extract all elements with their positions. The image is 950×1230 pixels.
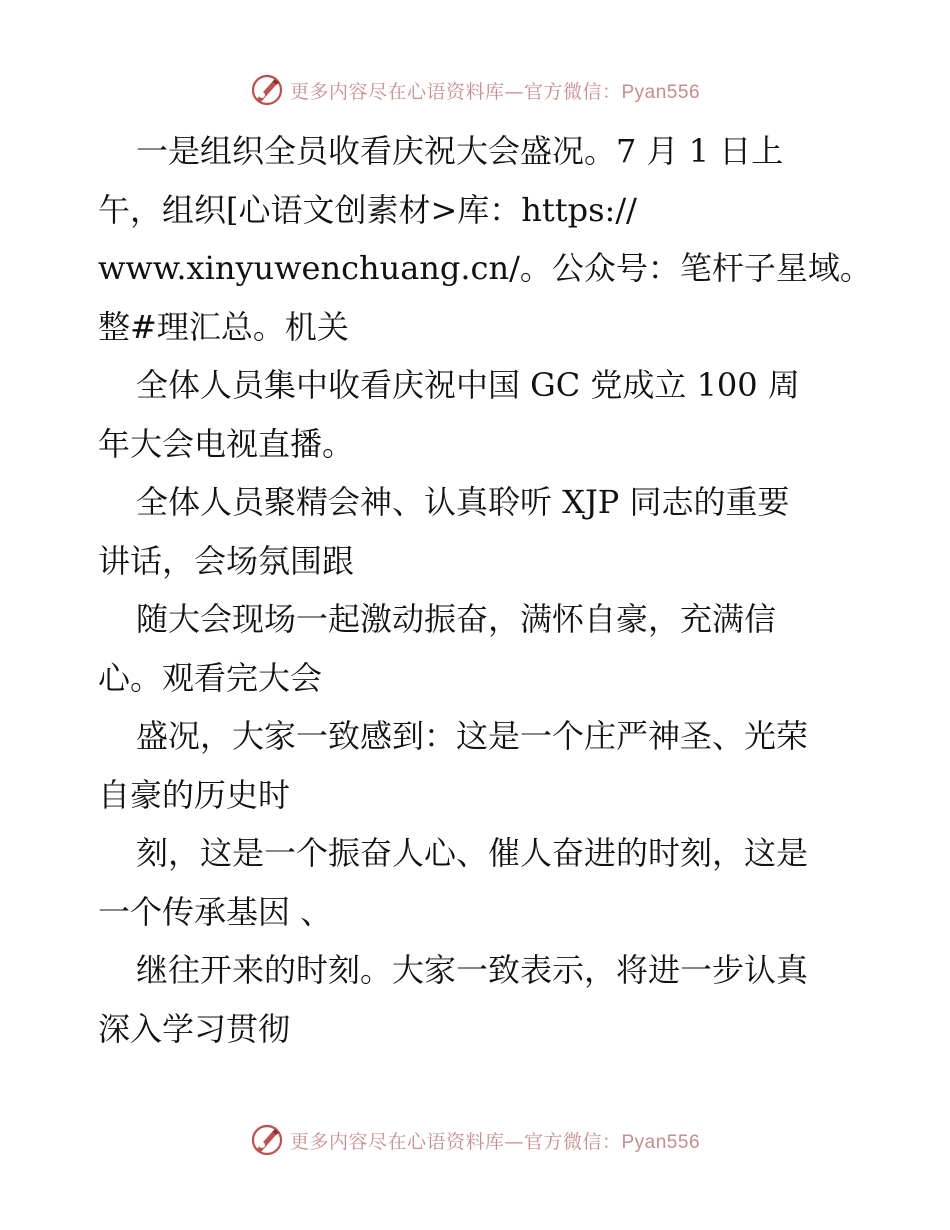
header-banner [0,70,950,110]
text-line: 随大会现场一起激动振奋，满怀自豪，充满信 [136,600,777,638]
header-wechat-id: Pyan556 [621,81,701,103]
text-line: 盛况，大家一致感到：这是一个庄严神圣、光荣 [136,717,809,755]
footer-wechat-id: Pyan556 [621,1131,701,1153]
text-line: 一是组织全员收看庆祝大会盛况。7 月 1 日上 [136,132,784,170]
document-body [98,122,872,1058]
text-line: 全体人员聚精会神、认真聆听 XJP 同志的重要 [136,483,790,521]
footer-banner [0,1120,950,1160]
text-line: 心。观看完大会 [98,658,323,697]
text-line: 午，组织[心语文创素材>库：https:// [98,190,637,229]
text-line: 深入学习贯彻 [98,1009,291,1048]
pen-logo-icon [250,1123,284,1157]
text-line: 整#理汇总。机关 [98,307,349,346]
text-line: 继往开来的时刻。大家一致表示，将进一步认真 [136,951,809,989]
text-line: 讲话，会场氛围跟 [98,541,355,580]
text-line: www.xinyuwenchuang.cn/。公众号：笔杆子星域。 [98,249,872,287]
pen-logo-icon [250,73,284,107]
footer-banner-text: 更多内容尽在心语资料库—官方微信： [289,1130,622,1153]
text-line: 全体人员集中收看庆祝中国 GC 党成立 100 周 [136,366,800,404]
header-banner-text: 更多内容尽在心语资料库—官方微信： [289,80,622,103]
text-line: 自豪的历史时 [98,775,291,814]
text-line: 一个传承基因 、 [98,892,333,931]
text-line: 刻，这是一个振奋人心、催人奋进的时刻，这是 [136,834,809,872]
text-line: 年大会电视直播。 [98,424,355,463]
